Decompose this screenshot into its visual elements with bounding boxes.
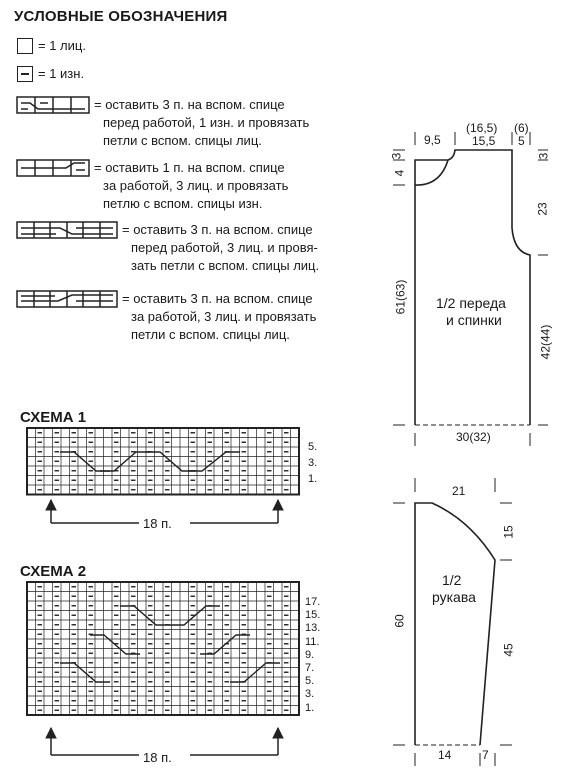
dim-neck-depth: 4	[392, 169, 407, 177]
dim-width: 30(32)	[456, 430, 491, 444]
dim-top-mid-alt: (16,5)	[466, 121, 498, 135]
sleeve-dim-bottom-left: 14	[438, 748, 452, 762]
schema2-row-label: 9.	[305, 648, 315, 661]
dim-height: 61(63)	[393, 279, 408, 315]
cable4-legend-line3: петли с вспом. спицы лиц.	[131, 327, 290, 342]
schema2-row-label: 5.	[305, 675, 315, 688]
schema2-row-label: 3.	[305, 688, 315, 701]
dim-top-left: 9,5	[424, 133, 441, 147]
cable3-legend-line2: перед работой, 3 лиц. и провя-	[131, 240, 318, 255]
sleeve-dim-top: 21	[452, 484, 466, 498]
body-label-line1: 1/2 переда	[436, 295, 506, 311]
schema2-row-label: 7.	[305, 662, 315, 674]
cable1-legend-line2: перед работой, 1 изн. и провязать	[103, 115, 310, 130]
sleeve-dim-bottom-right: 7	[482, 748, 489, 762]
schema2-row-label: 13.	[305, 622, 321, 635]
schema2-row-label: 11.	[305, 635, 320, 648]
sleeve-dim-side: 45	[501, 643, 516, 657]
schema2-row-label: 15.	[305, 609, 321, 622]
dim-neck-right: 3	[536, 152, 551, 160]
schema2-repeat-label: 18 п.	[143, 750, 172, 765]
purl-legend-text: = 1 изн.	[38, 66, 85, 81]
dim-top-right-alt: (6)	[514, 121, 529, 135]
cable2-legend-line1: = оставить 1 п. на вспом. спице	[94, 160, 285, 175]
schema1-repeat-label: 18 п.	[143, 516, 172, 531]
schema2-title: СХЕМА 2	[20, 563, 87, 580]
sleeve-label-line2: рукава	[432, 589, 476, 605]
schema2-row-label: 1.	[305, 701, 315, 714]
legend-title: УСЛОВНЫЕ ОБОЗНАЧЕНИЯ	[14, 8, 228, 25]
knit-legend-text: = 1 лиц.	[38, 38, 86, 53]
cable3-legend-line1: = оставить 3 п. на вспом. спице	[122, 222, 313, 237]
schema2-row-label: 17.	[305, 596, 321, 608]
cable2-legend-line3: петлю с вспом. спицы изн.	[103, 196, 263, 211]
cable3-legend-line3: зать петли с вспом. спицы лиц.	[131, 258, 320, 273]
dim-top-right: 5	[518, 134, 525, 148]
cable2-legend-line2: за работой, 3 лиц. и провязать	[103, 178, 289, 193]
cable4-legend-line2: за работой, 3 лиц. и провязать	[131, 309, 317, 324]
cable4-legend-line1: = оставить 3 п. на вспом. спице	[122, 291, 313, 306]
sleeve-label-line1: 1/2	[442, 572, 462, 588]
dim-side: 42(44)	[538, 324, 553, 360]
dim-top-mid: 15,5	[472, 134, 496, 148]
schema1-row-label: 3.	[308, 457, 318, 469]
body-label-line2: и спинки	[446, 312, 502, 328]
cable1-legend-line1: = оставить 3 п. на вспом. спице	[94, 97, 285, 112]
schema1-title: СХЕМА 1	[20, 409, 87, 426]
sleeve-dim-length: 60	[392, 614, 407, 628]
schema1-row-label: 1.	[308, 473, 318, 485]
schema1-row-label: 5.	[308, 441, 318, 453]
dim-neck-left: 3	[389, 152, 404, 160]
dim-armhole: 23	[535, 202, 550, 216]
sleeve-dim-cap: 15	[501, 525, 516, 539]
cable1-legend-line3: петли с вспом. спицы лиц.	[103, 133, 262, 148]
